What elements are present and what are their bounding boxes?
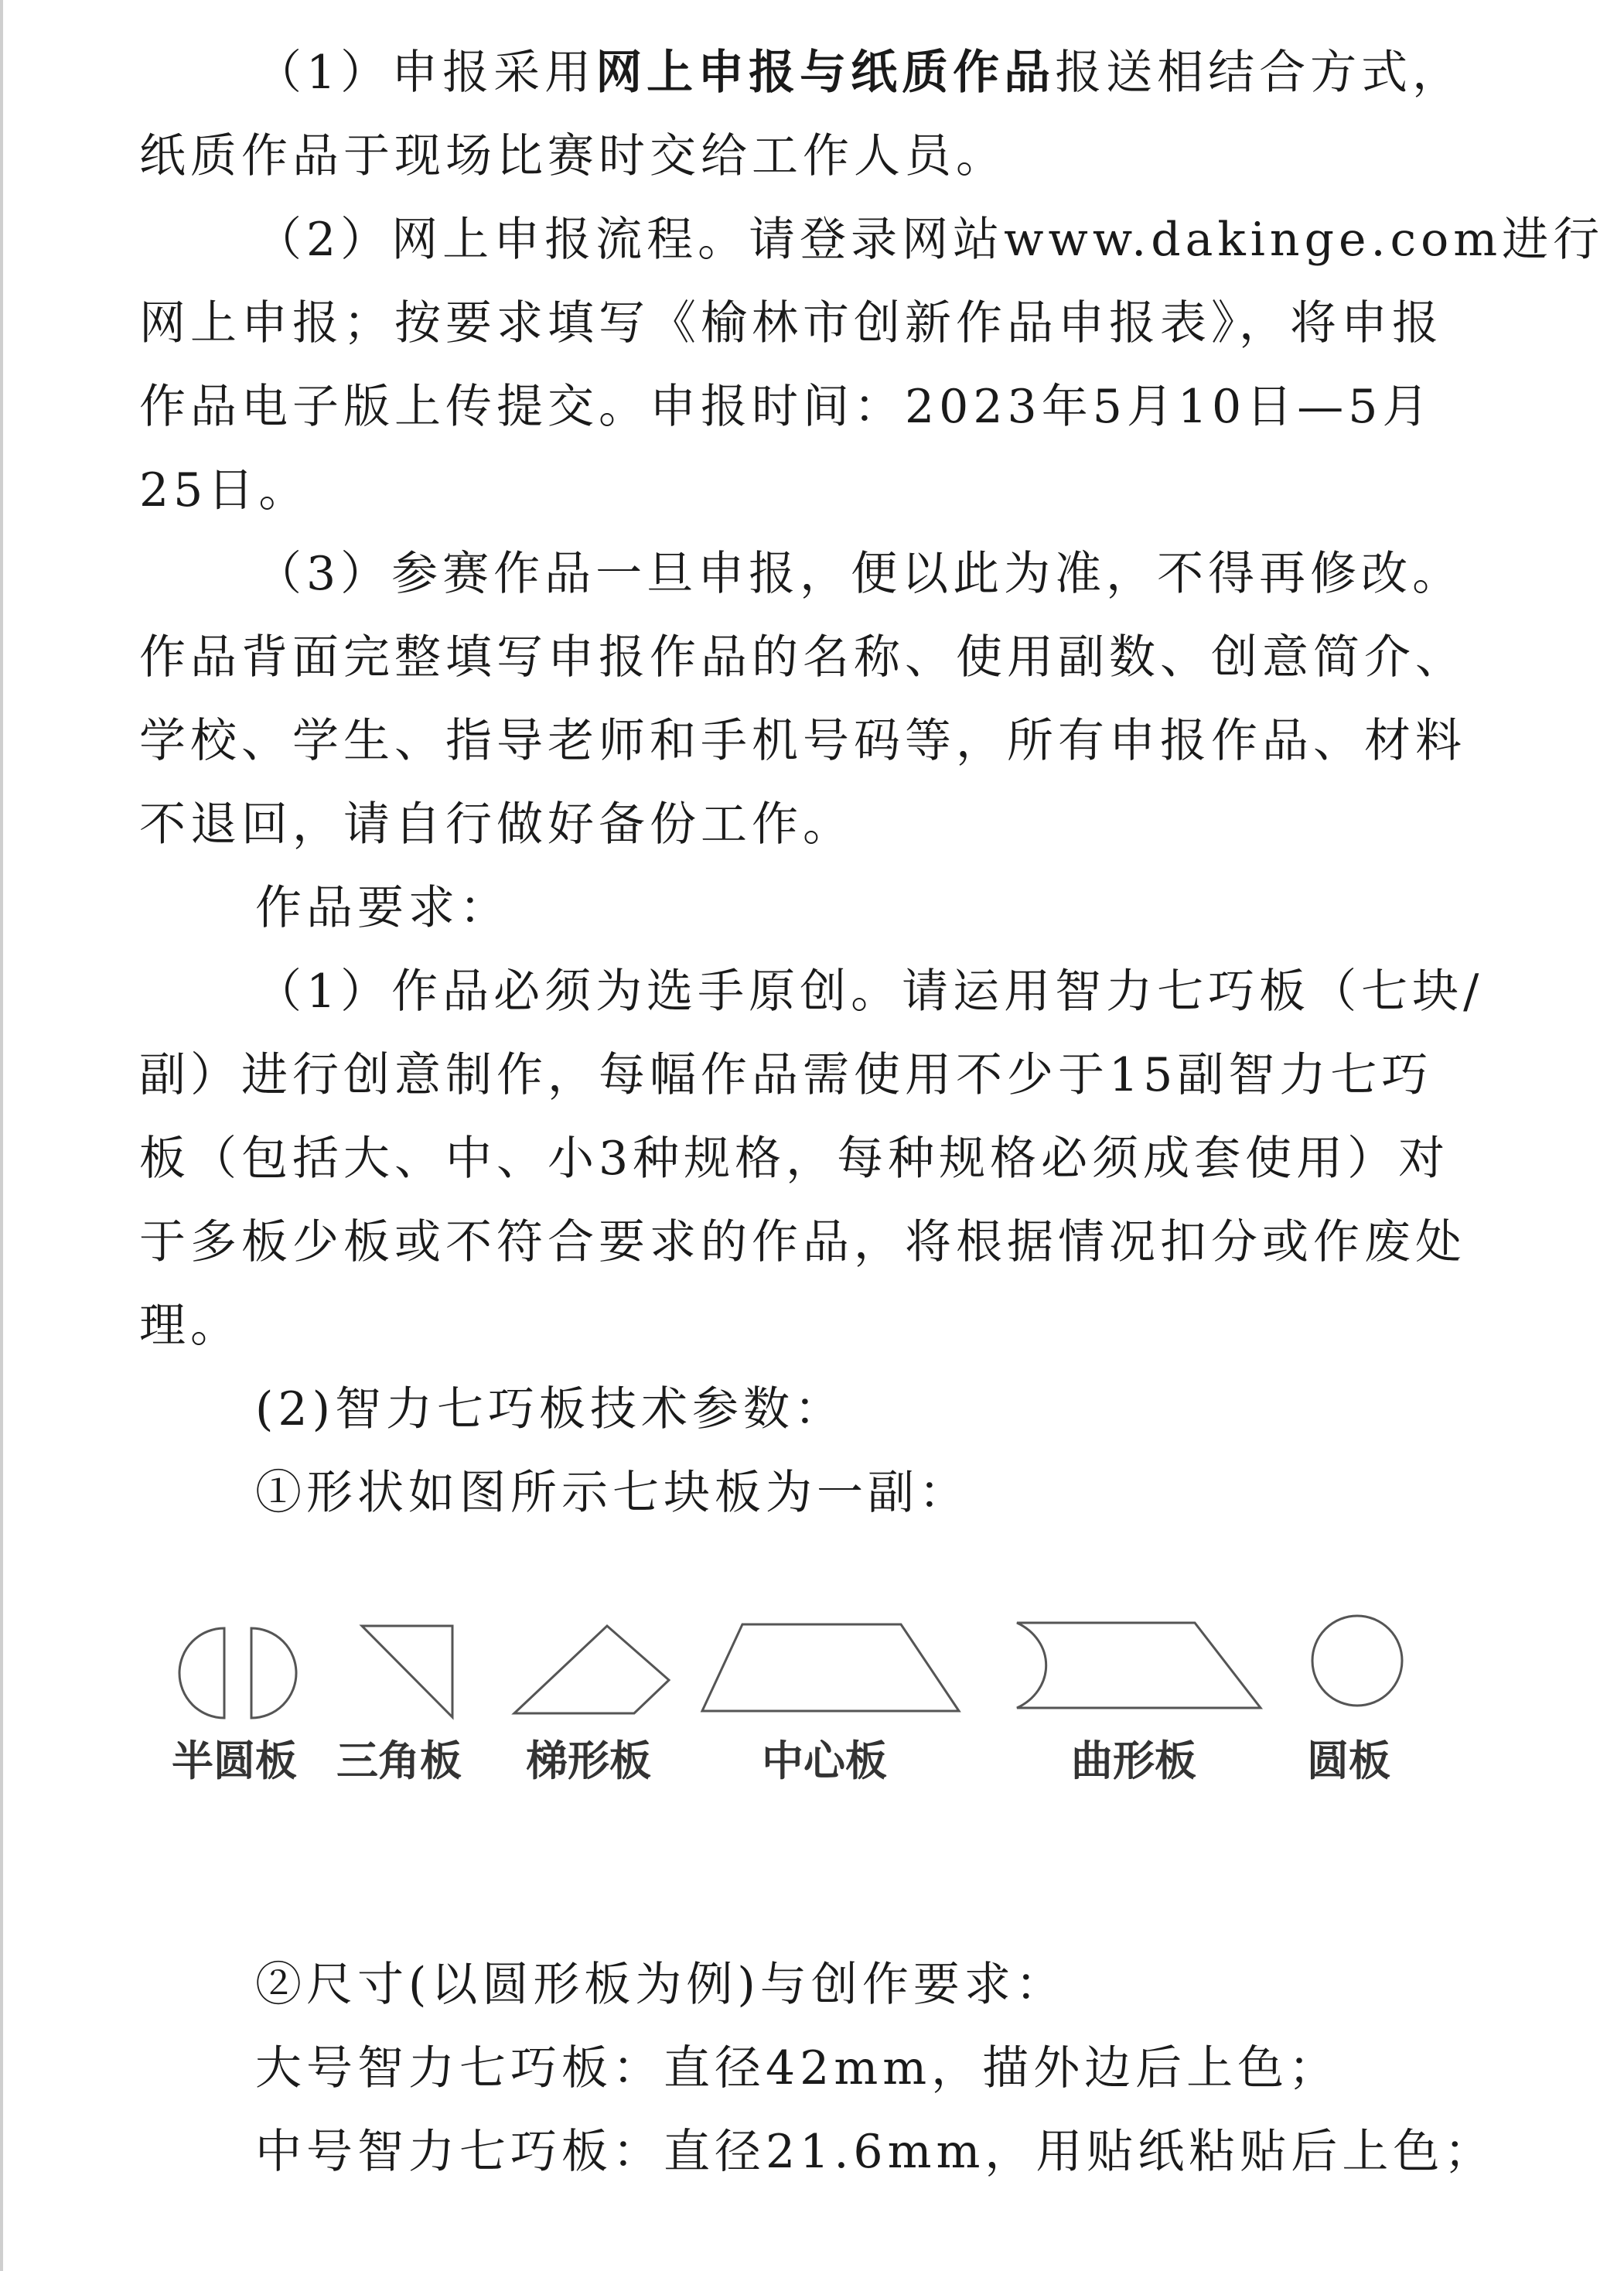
bold-emphasis: 网上申报与纸质作品 xyxy=(595,46,1056,100)
p4-line-4: 于多板少板或不符合要求的作品，将根据情况扣分或作废处 xyxy=(139,1215,1466,1269)
p6-line-3: 中号智力七巧板：直径21.6mm，用贴纸粘贴后上色； xyxy=(255,2125,1496,2179)
p4-line-3: 板（包括大、中、小3种规格，每种规格必须成套使用）对 xyxy=(139,1132,1450,1186)
half-circle-left xyxy=(179,1628,224,1718)
circle-piece xyxy=(1312,1616,1402,1706)
center-piece xyxy=(702,1624,959,1711)
p3-line-1: （3）参赛作品一旦申报，便以此为准，不得再修改。 xyxy=(255,547,1464,601)
p5-line-1: (2)智力七巧板技术参数： xyxy=(255,1382,845,1436)
p6-line-1: ②尺寸(以圆形板为例)与创作要求： xyxy=(255,1958,1066,2012)
p2-line-3: 作品电子版上传提交。申报时间：2023年5月10日—5月 xyxy=(139,380,1434,434)
p4-line-2: 副）进行创意制作，每幅作品需使用不少于15副智力七巧 xyxy=(139,1048,1433,1102)
p2-line-1: （2）网上申报流程。请登录网站www.dakinge.com进行 xyxy=(255,213,1605,267)
half-circle-right xyxy=(251,1628,296,1718)
label-half-circle: 半圆板 xyxy=(172,1737,297,1785)
p3-line-2: 作品背面完整填写申报作品的名称、使用副数、创意简介、 xyxy=(139,630,1466,685)
label-trapezoid: 梯形板 xyxy=(526,1737,651,1785)
label-curved: 曲形板 xyxy=(1071,1737,1196,1785)
p4-line-5: 理。 xyxy=(139,1299,241,1353)
label-circle: 圆板 xyxy=(1307,1737,1390,1785)
section-heading: 作品要求： xyxy=(255,881,510,935)
curved-piece xyxy=(1017,1623,1261,1708)
p3-line-3: 学校、学生、指导老师和手机号码等，所有申报作品、材料 xyxy=(139,714,1466,768)
p5-line-2: ①形状如图所示七块板为一副： xyxy=(255,1466,970,1520)
label-center: 中心板 xyxy=(762,1737,887,1785)
p6-line-2: 大号智力七巧板：直径42mm，描外边后上色； xyxy=(255,2041,1340,2095)
triangle-piece xyxy=(362,1626,452,1717)
scan-edge xyxy=(0,0,3,2271)
trapezoid-piece xyxy=(514,1626,669,1713)
p2-line-2: 网上申报；按要求填写《榆林市创新作品申报表》，将申报 xyxy=(139,296,1443,350)
p4-line-1: （1）作品必须为选手原创。请运用智力七巧板（七块/ xyxy=(255,965,1484,1019)
p2-line-4: 25日。 xyxy=(139,463,310,517)
label-triangle: 三角板 xyxy=(336,1737,462,1785)
p1-line-2: 纸质作品于现场比赛时交给工作人员。 xyxy=(139,129,1007,183)
p3-line-4: 不退回，请自行做好备份工作。 xyxy=(139,797,854,852)
p1-line-1: （1）申报采用网上申报与纸质作品报送相结合方式， xyxy=(255,46,1464,100)
